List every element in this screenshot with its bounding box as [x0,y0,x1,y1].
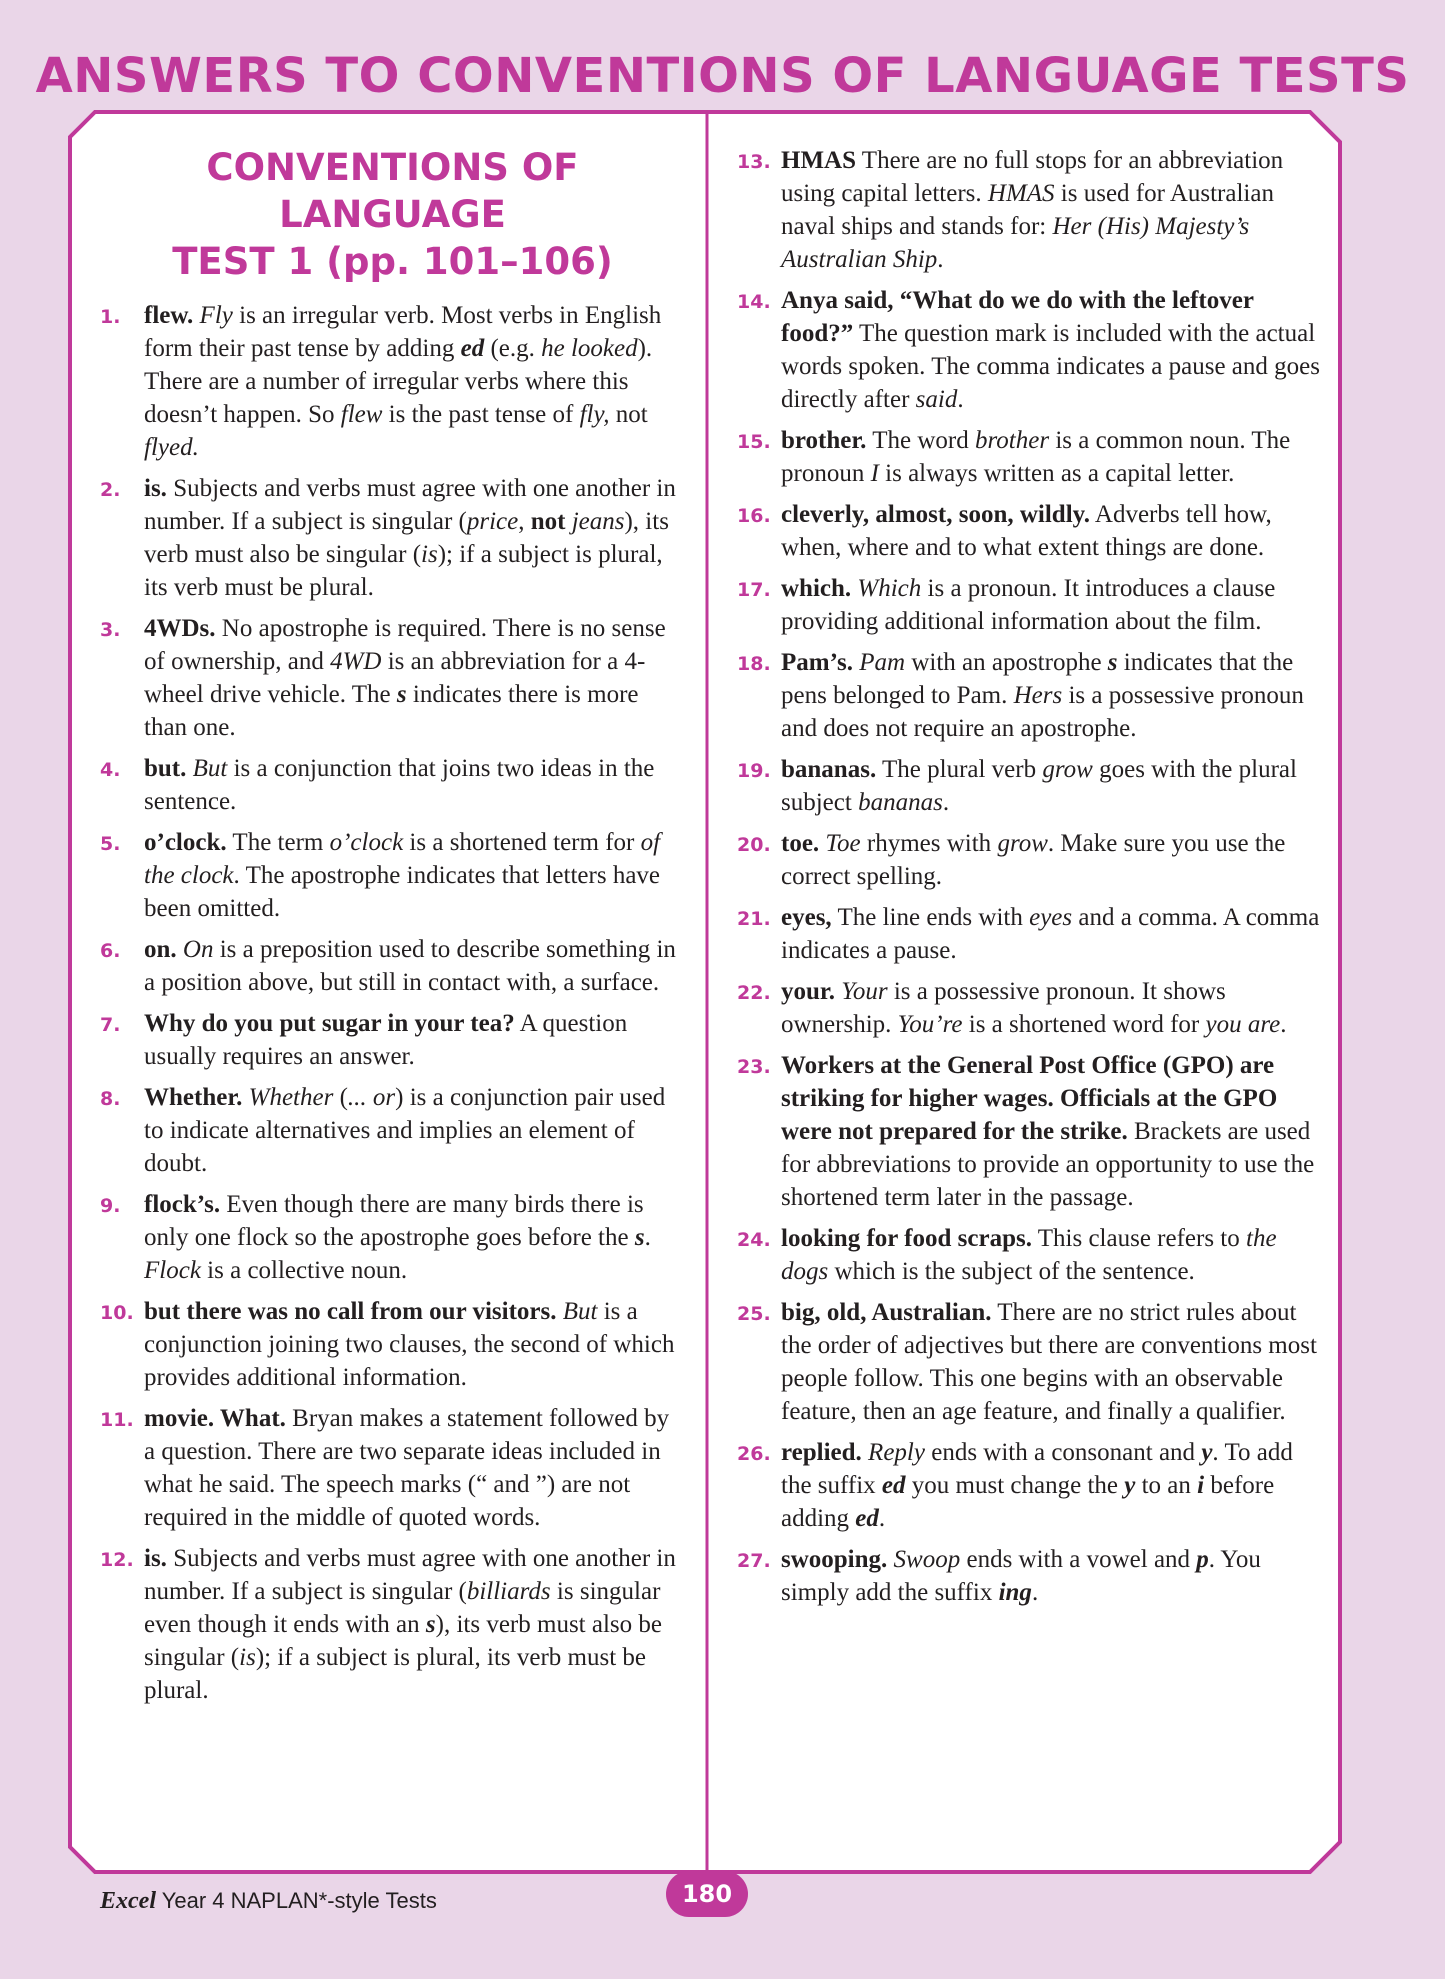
answer-number: 10. [100,1302,134,1324]
answer-number: 9. [100,1195,121,1217]
answer-number: 14. [737,291,771,313]
answer-text: cleverly, almost, soon, wildly. Adverbs tell how, when, where and to what extent things are done. [781,501,1272,561]
answer-text: which. Which is a pronoun. It introduces a clause providing additional information about the film. [781,575,1276,635]
answer-item [737,498,1322,564]
test-heading [100,144,685,285]
answer-number: 23. [737,1056,771,1078]
answer-item [737,1543,1322,1609]
answer-number: 21. [737,908,771,930]
answer-number: 27. [737,1550,771,1572]
answer-text: swooping. Swoop ends with a vowel and p. You simply add the suffix ing. [781,1546,1261,1606]
answer-text: Pam’s. Pam with an apostrophe s indicates that the pens belonged to Pam. Hers is a possessive pronoun and does not require an apostrophe. [781,649,1304,742]
answer-number: 24. [737,1229,771,1251]
answer-item [737,827,1322,893]
answer-item [737,144,1322,276]
answer-text: eyes, The line ends with eyes and a comma. A comma indicates a pause. [781,904,1320,964]
answer-number: 25. [737,1303,771,1325]
page-title: ANSWERS TO CONVENTIONS OF LANGUAGE TESTS [35,48,1410,104]
answer-text: movie. What. Bryan makes a statement followed by a question. There are two separate ideas included in what he said. The speech marks (“ and ”) are not required in the middle of quoted words. [144,1405,670,1531]
answer-number: 19. [737,760,771,782]
answer-item [737,646,1322,745]
answer-number: 26. [737,1443,771,1465]
answer-item [737,1436,1322,1535]
answer-item [737,1296,1322,1428]
answer-number: 6. [100,940,121,962]
answer-number: 18. [737,653,771,675]
answer-item [737,1049,1322,1214]
answer-number: 13. [737,151,771,173]
answer-text: big, old, Australian. There are no strict rules about the order of adjectives but there are conventions most people follow. This one begins with an observable feature, then an age feature, and finally a qualifier. [781,1299,1317,1425]
answer-number: 8. [100,1088,121,1110]
test-heading-line2: TEST 1 (pp. 101–106) [172,240,613,283]
answer-item [100,1295,685,1394]
test-heading-line1: CONVENTIONS OF LANGUAGE [206,146,579,236]
answer-text: bananas. The plural verb grow goes with the plural subject bananas. [781,756,1297,816]
answer-text: 4WDs. No apostrophe is required. There is no sense of ownership, and 4WD is an abbreviation for a 4-wheel drive vehicle. The s indicates there is more than one. [144,615,666,741]
answer-number: 7. [100,1014,121,1036]
answer-number: 20. [737,834,771,856]
answer-item [737,284,1322,416]
answer-item [100,1081,685,1180]
answer-item [100,933,685,999]
answer-item [737,424,1322,490]
answer-number: 5. [100,833,121,855]
answer-item [100,299,685,464]
answer-text: is. Subjects and verbs must agree with one another in number. If a subject is singular (billiards is singular even though it ends with an s), its verb must also be singular (is); if a subject is plural, its verb must be plural. [144,1545,676,1704]
answer-item [100,1402,685,1534]
answer-text: Anya said, “What do we do with the leftover food?” The question mark is included with the actual words spoken. The comma indicates a pause and goes directly after said. [781,287,1320,413]
answer-item [100,752,685,818]
answer-item [737,753,1322,819]
answer-item [737,1222,1322,1288]
answer-item [100,472,685,604]
footer-brand [100,1888,437,1915]
answer-text: toe. Toe rhymes with grow. Make sure you use the correct spelling. [781,830,1286,890]
right-column [737,144,1322,1617]
answer-number: 4. [100,759,121,781]
answer-number: 1. [100,306,121,328]
answer-item [100,1542,685,1707]
answer-number: 2. [100,479,121,501]
answer-text: but there was no call from our visitors. But is a conjunction joining two clauses, the second of which provides additional information. [144,1298,675,1391]
answer-item [100,1188,685,1287]
answer-number: 3. [100,619,121,641]
answer-text: replied. Reply ends with a consonant and y. To add the suffix ed you must change the y to an i before adding ed. [781,1439,1293,1532]
footer-brand-name: Excel [100,1888,156,1914]
answer-item [737,901,1322,967]
answer-number: 15. [737,431,771,453]
answer-text: is. Subjects and verbs must agree with one another in number. If a subject is singular (price, not jeans), its verb must also be singular (is); if a subject is plural, its verb must be plural. [144,475,676,601]
answer-text: brother. The word brother is a common noun. The pronoun I is always written as a capital letter. [781,427,1291,487]
answer-item [100,1007,685,1073]
answer-text: Why do you put sugar in your tea? A question usually requires an answer. [144,1010,628,1070]
answer-text: Whether. Whether (... or) is a conjunction pair used to indicate alternatives and implies an element of doubt. [144,1084,666,1177]
answer-text: flew. Fly is an irregular verb. Most verbs in English form their past tense by adding ed (e.g. he looked). There are a number of irregular verbs where this doesn’t happen. So flew is the past tense of fly, not flyed. [144,302,662,461]
answer-text: on. On is a preposition used to describe something in a position above, but still in contact with, a surface. [144,936,676,996]
answer-number: 12. [100,1549,134,1571]
answer-text: HMAS There are no full stops for an abbreviation using capital letters. HMAS is used for Australian naval ships and stands for: Her (His) Majesty’s Australian Ship. [781,147,1284,273]
answer-list-left [100,299,685,1707]
answer-text: your. Your is a possessive pronoun. It shows ownership. You’re is a shortened word for you are. [781,978,1287,1038]
page-number-badge: 180 [666,1871,748,1917]
answer-text: flock’s. Even though there are many birds there is only one flock so the apostrophe goes before the s. Flock is a collective noun. [144,1191,651,1284]
answer-list-right [737,144,1322,1609]
answer-text: Workers at the General Post Office (GPO) are striking for higher wages. Officials at the GPO were not prepared for the strike. Brackets are used for abbreviations to provide an opportunity to use the shortened term later in the passage. [781,1052,1315,1211]
answer-text: looking for food scraps. This clause refers to the dogs which is the subject of the sentence. [781,1225,1277,1285]
answer-item [100,826,685,925]
answer-number: 22. [737,982,771,1004]
answer-text: but. But is a conjunction that joins two ideas in the sentence. [144,755,655,815]
answer-item [737,572,1322,638]
answer-number: 17. [737,579,771,601]
answer-text: o’clock. The term o’clock is a shortened term for of the clock. The apostrophe indicates that letters have been omitted. [144,829,661,922]
answer-item [737,975,1322,1041]
answer-number: 11. [100,1409,134,1431]
left-column [100,142,685,1715]
footer-brand-subtitle: Year 4 NAPLAN*-style Tests [155,1888,437,1913]
answer-item [100,612,685,744]
answer-number: 16. [737,505,771,527]
